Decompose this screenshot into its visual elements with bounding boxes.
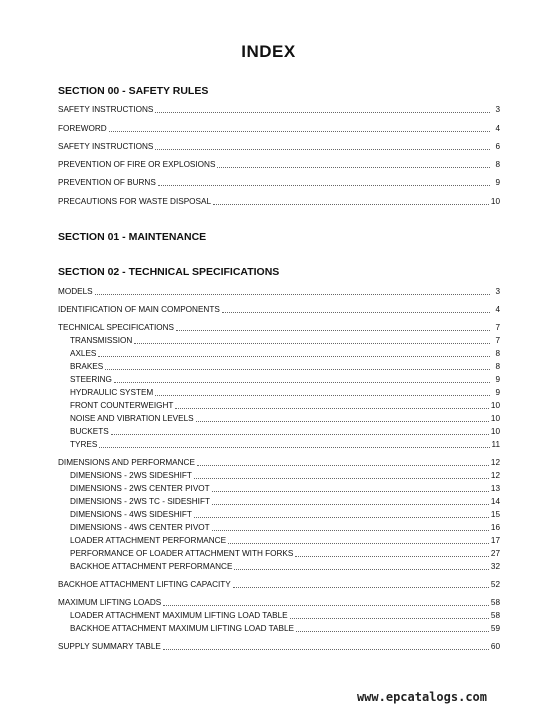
toc-entry[interactable] <box>58 159 500 171</box>
toc-subentry[interactable] <box>70 610 500 622</box>
dot-leader <box>163 605 489 606</box>
dot-leader <box>217 167 490 168</box>
toc-subentry[interactable] <box>70 561 500 573</box>
toc-entry-label: DIMENSIONS - 2WS TC - SIDESHIFT <box>70 497 210 506</box>
toc-entry-label: SAFETY INSTRUCTIONS <box>58 105 154 114</box>
dot-leader <box>155 149 490 150</box>
toc-entry[interactable] <box>58 123 500 135</box>
toc-entry[interactable] <box>58 597 500 609</box>
toc-subentry[interactable] <box>70 400 500 412</box>
dot-leader <box>175 408 488 409</box>
toc-entry-page: 11 <box>491 440 500 449</box>
toc-entry-label: FOREWORD <box>58 124 107 133</box>
toc-entry-label: FRONT COUNTERWEIGHT <box>70 401 174 410</box>
dot-leader <box>233 587 489 588</box>
toc-subentry[interactable] <box>70 348 500 360</box>
toc-entry-page: 10 <box>490 401 500 410</box>
toc-subentry[interactable] <box>70 623 500 635</box>
toc-subentry[interactable] <box>70 535 500 547</box>
dot-leader <box>155 112 490 113</box>
toc-entry-page: 27 <box>490 549 500 558</box>
toc-entry-page: 3 <box>495 287 500 296</box>
toc-subentry[interactable] <box>70 361 500 373</box>
toc-entry-label: BACKHOE ATTACHMENT MAXIMUM LIFTING LOAD TABLE <box>70 624 294 633</box>
toc-entry-label: SUPPLY SUMMARY TABLE <box>58 642 161 651</box>
dot-leader <box>222 312 490 313</box>
section-heading-00: SECTION 00 - SAFETY RULES <box>58 85 209 97</box>
toc-entry-label: MAXIMUM LIFTING LOADS <box>58 598 162 607</box>
toc-entry-page: 8 <box>495 362 500 371</box>
toc-entry-label: DIMENSIONS - 4WS CENTER PIVOT <box>70 523 210 532</box>
toc-subentry[interactable] <box>70 413 500 425</box>
toc-entry-page: 3 <box>495 105 500 114</box>
toc-entry[interactable] <box>58 641 500 653</box>
toc-entry-page: 10 <box>490 197 500 206</box>
toc-subentry[interactable] <box>70 496 500 508</box>
toc-entry[interactable] <box>58 177 500 189</box>
toc-entry-page: 59 <box>490 624 500 633</box>
dot-leader <box>212 504 489 505</box>
toc-entry-page: 10 <box>490 414 500 423</box>
toc-entry-page: 16 <box>490 523 500 532</box>
toc-entry-label: BRAKES <box>70 362 104 371</box>
toc-subentry[interactable] <box>70 509 500 521</box>
toc-subentry[interactable] <box>70 426 500 438</box>
toc-entry-page: 4 <box>495 124 500 133</box>
page-title: INDEX <box>241 42 296 61</box>
dot-leader <box>296 631 489 632</box>
toc-entry-label: STEERING <box>70 375 112 384</box>
toc-entry-page: 60 <box>490 642 500 651</box>
toc-subentry[interactable] <box>70 470 500 482</box>
dot-leader <box>194 517 489 518</box>
dot-leader <box>196 421 489 422</box>
toc-entry-page: 13 <box>490 484 500 493</box>
toc-entry-page: 4 <box>495 305 500 314</box>
toc-subentry[interactable] <box>70 522 500 534</box>
toc-entry-label: PREVENTION OF BURNS <box>58 178 156 187</box>
toc-entry-page: 7 <box>495 336 500 345</box>
toc-entry-label: DIMENSIONS - 4WS SIDESHIFT <box>70 510 192 519</box>
dot-leader <box>234 569 488 570</box>
toc-entry-page: 52 <box>490 580 500 589</box>
toc-entry[interactable] <box>58 322 500 334</box>
toc-entry-label: AXLES <box>70 349 97 358</box>
dot-leader <box>212 491 489 492</box>
toc-subentry[interactable] <box>70 374 500 386</box>
toc-entry-label: MODELS <box>58 287 93 296</box>
dot-leader <box>176 330 490 331</box>
toc-entry-label: TRANSMISSION <box>70 336 133 345</box>
toc-entry-page: 15 <box>490 510 500 519</box>
toc-entry-page: 12 <box>490 458 500 467</box>
toc-entry-label: PREVENTION OF FIRE OR EXPLOSIONS <box>58 160 216 169</box>
toc-entry-page: 7 <box>495 323 500 332</box>
dot-leader <box>158 185 490 186</box>
toc-entry-page: 9 <box>495 375 500 384</box>
toc-entry-label: HYDRAULIC SYSTEM <box>70 388 154 397</box>
toc-entry-label: SAFETY INSTRUCTIONS <box>58 142 154 151</box>
dot-leader <box>99 447 489 448</box>
toc-entry-page: 17 <box>490 536 500 545</box>
toc-subentry[interactable] <box>70 387 500 399</box>
toc-entry[interactable] <box>58 457 500 469</box>
toc-entry-page: 32 <box>490 562 500 571</box>
dot-leader <box>95 294 490 295</box>
toc-subentry[interactable] <box>70 548 500 560</box>
toc-entry-label: DIMENSIONS - 2WS CENTER PIVOT <box>70 484 210 493</box>
toc-entry-label: TECHNICAL SPECIFICATIONS <box>58 323 175 332</box>
toc-entry[interactable] <box>58 104 500 116</box>
toc-entry-page: 9 <box>495 388 500 397</box>
toc-entry[interactable] <box>58 304 500 316</box>
toc-entry-label: IDENTIFICATION OF MAIN COMPONENTS <box>58 305 220 314</box>
toc-entry[interactable] <box>58 286 500 298</box>
toc-subentry[interactable] <box>70 483 500 495</box>
toc-entry-label: BACKHOE ATTACHMENT PERFORMANCE <box>70 562 233 571</box>
toc-entry-page: 9 <box>495 178 500 187</box>
toc-entry[interactable] <box>58 196 500 208</box>
dot-leader <box>197 465 489 466</box>
dot-leader <box>105 369 490 370</box>
toc-entry-label: LOADER ATTACHMENT PERFORMANCE <box>70 536 227 545</box>
toc-entry-page: 14 <box>490 497 500 506</box>
toc-entry[interactable] <box>58 141 500 153</box>
toc-entry-label: PRECAUTIONS FOR WASTE DISPOSAL <box>58 197 212 206</box>
dot-leader <box>98 356 490 357</box>
toc-entry-label: BACKHOE ATTACHMENT LIFTING CAPACITY <box>58 580 231 589</box>
dot-leader <box>194 478 489 479</box>
dot-leader <box>213 204 489 205</box>
toc-entry-page: 6 <box>495 142 500 151</box>
dot-leader <box>212 530 489 531</box>
toc-entry-label: PERFORMANCE OF LOADER ATTACHMENT WITH FORKS <box>70 549 294 558</box>
dot-leader <box>111 434 489 435</box>
toc-entry[interactable] <box>58 579 500 591</box>
toc-entry-label: BUCKETS <box>70 427 109 436</box>
toc-entry-label: DIMENSIONS - 2WS SIDESHIFT <box>70 471 192 480</box>
dot-leader <box>290 618 489 619</box>
watermark-url: www.epcatalogs.com <box>356 690 487 704</box>
dot-leader <box>228 543 489 544</box>
dot-leader <box>134 343 490 344</box>
toc-entry-label: LOADER ATTACHMENT MAXIMUM LIFTING LOAD TABLE <box>70 611 288 620</box>
toc-entry-page: 10 <box>490 427 500 436</box>
dot-leader <box>109 131 490 132</box>
toc-entry-label: DIMENSIONS AND PERFORMANCE <box>58 458 195 467</box>
toc-entry-page: 58 <box>490 598 500 607</box>
dot-leader <box>114 382 490 383</box>
toc-entry-label: NOISE AND VIBRATION LEVELS <box>70 414 194 423</box>
toc-subentry[interactable] <box>70 439 500 451</box>
dot-leader <box>155 395 490 396</box>
toc-entry-label: TYRES <box>70 440 98 449</box>
dot-leader <box>295 556 489 557</box>
toc-entry-page: 12 <box>490 471 500 480</box>
toc-entry-page: 8 <box>495 160 500 169</box>
toc-entry-page: 58 <box>490 611 500 620</box>
section-heading-01: SECTION 01 - MAINTENANCE <box>58 231 207 243</box>
section-heading-02: SECTION 02 - TECHNICAL SPECIFICATIONS <box>58 266 280 278</box>
toc-subentry[interactable] <box>70 335 500 347</box>
dot-leader <box>163 649 489 650</box>
toc-entry-page: 8 <box>495 349 500 358</box>
